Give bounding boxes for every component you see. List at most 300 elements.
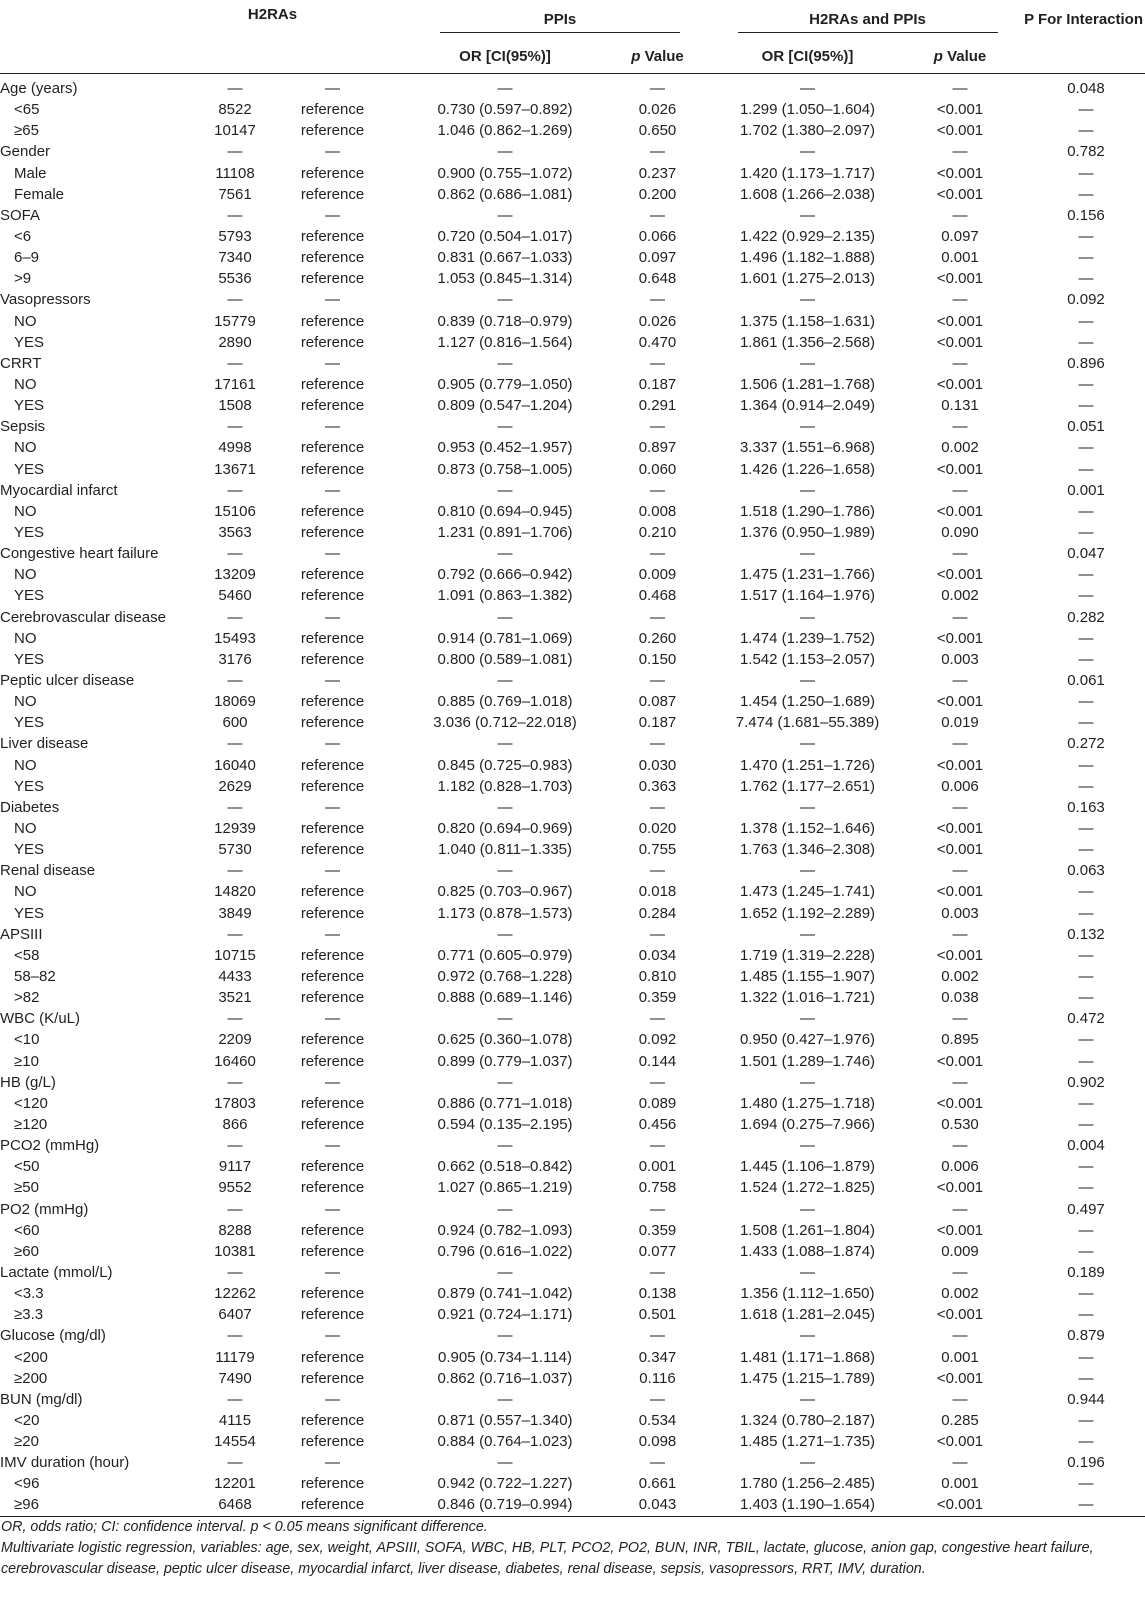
table-row-variable [0, 1135, 1145, 1156]
table-row-subgroup [0, 902, 1145, 923]
both-or-ci: 1.378 (1.152–1.646) [739, 819, 876, 837]
ppis-p-value: — [650, 1137, 665, 1155]
h2ras-reference: reference [300, 1031, 365, 1049]
both-or-ci: 1.524 (1.272–1.825) [739, 1179, 876, 1197]
both-or-ci: 1.376 (0.950–1.989) [739, 524, 876, 542]
h2ras-count: 15493 [214, 629, 256, 647]
both-or-ci: 1.763 (1.346–2.308) [739, 841, 876, 859]
ppis-p-value: 0.138 [638, 1285, 677, 1303]
row-label: 6–9 [14, 249, 40, 267]
both-p-value: 0.003 [941, 904, 979, 922]
both-or-ci: 1.719 (1.319–2.228) [739, 946, 876, 964]
both-p-value: — [952, 354, 968, 372]
ppis-or-ci: — [497, 1073, 513, 1091]
h2ras-reference: reference [300, 1179, 365, 1197]
both-or-ci: 1.420 (1.173–1.717) [739, 164, 876, 182]
both-p-value: <0.001 [936, 1306, 984, 1324]
row-label: <58 [14, 946, 40, 964]
table-row-subgroup [0, 839, 1145, 860]
ppis-or-ci: 0.899 (0.779–1.037) [437, 1052, 573, 1070]
both-or-ci: 1.481 (1.171–1.868) [739, 1348, 876, 1366]
both-p-value: <0.001 [936, 333, 984, 351]
header-h2ras-ppis [710, 0, 1015, 39]
both-p-value: — [952, 608, 968, 626]
row-label: NO [14, 693, 37, 711]
row-label: >9 [14, 270, 32, 288]
both-or-ci: 1.652 (1.192–2.289) [739, 904, 876, 922]
p-interaction: 0.092 [1067, 291, 1105, 309]
table-row-variable [0, 1198, 1145, 1219]
p-interaction: — [1078, 249, 1094, 267]
p-interaction: — [1078, 502, 1094, 520]
h2ras-reference: — [325, 1390, 340, 1408]
ppis-or-ci: 0.720 (0.504–1.017) [437, 228, 573, 246]
ppis-or-ci: 0.839 (0.718–0.979) [437, 312, 573, 330]
table-row-subgroup [0, 120, 1145, 141]
table-row-subgroup [0, 649, 1145, 670]
row-label: <10 [14, 1031, 40, 1049]
p-interaction: 0.282 [1067, 608, 1105, 626]
p-interaction: — [1078, 989, 1094, 1007]
h2ras-reference: reference [300, 1433, 365, 1451]
both-or-ci: 1.454 (1.250–1.689) [739, 693, 876, 711]
table-row-subgroup [0, 818, 1145, 839]
p-interaction: — [1078, 841, 1094, 859]
row-label: YES [14, 460, 45, 478]
ppis-or-ci: 1.046 (0.862–1.269) [437, 122, 573, 140]
h2ras-reference: reference [300, 989, 365, 1007]
both-or-ci: — [800, 925, 815, 943]
p-interaction: 0.472 [1067, 1010, 1105, 1028]
h2ras-reference: — [325, 1137, 340, 1155]
both-or-ci: 1.375 (1.158–1.631) [739, 312, 876, 330]
header-h2ras-ppis-label: H2RAs and PPIs [738, 6, 998, 33]
row-label: <6 [14, 228, 32, 246]
h2ras-count: 17803 [214, 1094, 256, 1112]
both-p-value: 0.001 [941, 1475, 979, 1493]
ppis-or-ci: — [497, 1137, 513, 1155]
table-row-variable [0, 353, 1145, 374]
ppis-p-value: 0.359 [638, 989, 677, 1007]
row-label: Sepsis [0, 418, 46, 436]
ppis-or-ci: 0.888 (0.689–1.146) [437, 989, 573, 1007]
both-p-value: — [952, 1073, 968, 1091]
both-or-ci: — [800, 1327, 815, 1345]
h2ras-reference: — [325, 1454, 340, 1472]
p-interaction: 0.048 [1067, 80, 1105, 98]
h2ras-reference: reference [300, 1115, 365, 1133]
row-label: <200 [14, 1348, 48, 1366]
both-or-ci: 1.508 (1.261–1.804) [739, 1221, 876, 1239]
h2ras-reference: reference [300, 1052, 365, 1070]
h2ras-reference: reference [300, 967, 365, 985]
table-row-subgroup [0, 564, 1145, 585]
both-or-ci: 1.608 (1.266–2.038) [739, 185, 876, 203]
p-interaction: 0.047 [1067, 545, 1105, 563]
ppis-or-ci: — [497, 862, 513, 880]
ppis-or-ci: 0.900 (0.755–1.072) [437, 164, 573, 182]
p-interaction: — [1078, 714, 1094, 732]
h2ras-reference: — [325, 735, 340, 753]
table-row-subgroup [0, 163, 1145, 184]
h2ras-count: 9117 [218, 1158, 252, 1176]
ppis-p-value: 0.060 [638, 460, 677, 478]
ppis-p-value: — [650, 1010, 665, 1028]
h2ras-count: — [227, 1327, 243, 1345]
h2ras-count: — [227, 1390, 243, 1408]
ppis-p-value: — [650, 925, 665, 943]
h2ras-reference: reference [300, 439, 365, 457]
table-row-subgroup [0, 268, 1145, 289]
h2ras-reference: — [325, 481, 340, 499]
both-p-value: — [952, 735, 968, 753]
both-p-value: — [952, 672, 968, 689]
both-or-ci: 1.694 (0.275–7.966) [739, 1115, 876, 1133]
table-row-subgroup [0, 226, 1145, 247]
p-interaction: — [1078, 164, 1094, 182]
ppis-or-ci: 0.771 (0.605–0.979) [437, 946, 573, 964]
row-label: ≥65 [14, 122, 39, 140]
p-interaction: — [1078, 460, 1094, 478]
both-or-ci: — [800, 1073, 815, 1091]
table-row-subgroup [0, 691, 1145, 712]
h2ras-reference: — [325, 206, 340, 224]
h2ras-count: — [227, 545, 243, 563]
table-row-subgroup [0, 755, 1145, 776]
p-interaction: — [1078, 756, 1094, 774]
both-p-value: 0.003 [941, 650, 979, 668]
both-p-value: <0.001 [936, 1179, 984, 1197]
header-p-interaction: P For Interaction [1024, 11, 1143, 28]
both-or-ci: 1.542 (1.153–2.057) [739, 650, 876, 668]
p-interaction: — [1078, 228, 1094, 246]
ppis-or-ci: 0.942 (0.722–1.227) [437, 1475, 573, 1493]
ppis-or-ci: — [497, 1010, 513, 1028]
h2ras-count: 13671 [214, 460, 256, 478]
h2ras-reference: — [325, 1327, 340, 1345]
header-or-ci-both: OR [CI(95%)] [761, 47, 854, 65]
table-row-variable [0, 1452, 1145, 1473]
both-p-value: 0.001 [941, 1348, 979, 1366]
both-or-ci: — [800, 206, 815, 224]
h2ras-count: 4998 [218, 439, 252, 457]
h2ras-count: 6407 [218, 1306, 252, 1324]
both-or-ci: — [800, 798, 815, 816]
row-label: Glucose (mg/dl) [0, 1327, 106, 1345]
row-label: BUN (mg/dl) [0, 1390, 83, 1408]
h2ras-count: 16460 [214, 1052, 256, 1070]
p-interaction: — [1078, 397, 1094, 415]
h2ras-count: 15106 [214, 502, 256, 520]
ppis-or-ci: 0.884 (0.764–1.023) [437, 1433, 573, 1451]
ppis-or-ci: — [497, 925, 513, 943]
both-or-ci: 1.601 (1.275–2.013) [739, 270, 876, 288]
ppis-p-value: 0.030 [638, 756, 677, 774]
header-blank-4 [285, 39, 380, 74]
both-p-value: — [952, 80, 968, 98]
ppis-or-ci: 3.036 (0.712–22.018) [433, 714, 577, 732]
h2ras-reference: reference [300, 1221, 365, 1239]
ppis-p-value: 0.034 [638, 946, 677, 964]
table-row-subgroup [0, 374, 1145, 395]
table-row-variable [0, 607, 1145, 628]
ppis-or-ci: 1.182 (0.828–1.703) [437, 777, 573, 795]
both-or-ci: 7.474 (1.681–55.389) [735, 714, 880, 732]
h2ras-reference: — [325, 1263, 340, 1281]
both-p-value: <0.001 [936, 270, 984, 288]
h2ras-reference: reference [285, 1494, 380, 1516]
p-interaction: — [1015, 1494, 1145, 1516]
table-row-subgroup [0, 1410, 1145, 1431]
ppis-p-value: 0.092 [638, 1031, 677, 1049]
ppis-or-ci: 1.053 (0.845–1.314) [437, 270, 573, 288]
ppis-or-ci: 0.871 (0.557–1.340) [437, 1411, 573, 1429]
both-or-ci: 1.364 (0.914–2.049) [739, 397, 876, 415]
header-value-1: Value [640, 47, 684, 65]
h2ras-count: 14554 [214, 1433, 256, 1451]
ppis-p-value: — [650, 418, 665, 436]
h2ras-count: 11108 [215, 164, 255, 182]
both-or-ci: 1.780 (1.256–2.485) [739, 1475, 876, 1493]
both-or-ci: 1.496 (1.182–1.888) [739, 249, 876, 267]
h2ras-reference: reference [300, 883, 365, 901]
h2ras-count: — [227, 418, 243, 436]
h2ras-count: 2209 [218, 1031, 252, 1049]
both-p-value: 0.002 [941, 587, 979, 605]
row-label: HB (g/L) [0, 1073, 56, 1091]
p-interaction: — [1078, 524, 1094, 542]
table-row-subgroup [0, 1093, 1145, 1114]
ppis-p-value: 0.534 [638, 1411, 677, 1429]
table-row-variable [0, 1072, 1145, 1093]
ppis-p-value: 0.026 [638, 101, 677, 119]
table-row-subgroup [0, 99, 1145, 120]
ppis-or-ci: 0.879 (0.741–1.042) [437, 1285, 573, 1303]
ppis-p-value: 0.650 [638, 122, 677, 140]
both-p-value: 0.002 [941, 1285, 979, 1303]
h2ras-reference: reference [300, 1285, 365, 1303]
table-row-variable [0, 733, 1145, 754]
ppis-p-value: — [650, 545, 665, 563]
h2ras-count: 12262 [214, 1285, 256, 1303]
ppis-or-ci: — [497, 1454, 513, 1472]
h2ras-count: 4115 [218, 1411, 252, 1429]
ppis-p-value: 0.008 [638, 502, 677, 520]
row-label: YES [14, 587, 45, 605]
both-p-value: — [952, 481, 968, 499]
table-row-subgroup [0, 501, 1145, 522]
ppis-or-ci: — [497, 143, 513, 161]
table-row-subgroup [0, 1431, 1145, 1452]
row-label: <60 [14, 1221, 40, 1239]
ppis-p-value: 0.089 [638, 1094, 677, 1112]
table-row-subgroup [0, 585, 1145, 606]
table-row-subgroup [0, 1494, 1145, 1516]
both-or-ci: 1.475 (1.231–1.766) [739, 566, 876, 584]
ppis-or-ci: 0.914 (0.781–1.069) [437, 629, 573, 647]
ppis-or-ci: 0.953 (0.452–1.957) [437, 439, 573, 457]
ppis-or-ci: — [497, 481, 513, 499]
ppis-or-ci: 0.846 (0.719–0.994) [380, 1494, 605, 1516]
h2ras-reference: — [325, 418, 340, 436]
row-label: Gender [0, 143, 51, 161]
ppis-or-ci: — [497, 1200, 513, 1218]
table-row-subgroup [0, 522, 1145, 543]
both-or-ci: 1.403 (1.190–1.654) [710, 1494, 905, 1516]
both-p-value: — [952, 1200, 968, 1218]
p-interaction: — [1078, 1411, 1094, 1429]
both-or-ci: 1.861 (1.356–2.568) [739, 333, 876, 351]
footnote-method: Multivariate logistic regression, variables: age, sex, weight, APSIII, SOFA, WBC, HB, PLT, PCO2, PO2, BUN, INR, TBIL, lactate, glucose, anion gap, congestive heart failure, cerebrovascular disease, peptic ulcer disease, myocardial infarct, liver disease, diabetes, renal disease, sepsis, vasopressors, RRT, IMV, duration. [1, 1539, 1094, 1577]
header-p-value-both [905, 39, 1015, 74]
ppis-p-value: 0.001 [638, 1158, 677, 1176]
h2ras-count: — [227, 354, 243, 372]
h2ras-reference: reference [300, 164, 365, 182]
header-p-italic-2: p [933, 47, 943, 65]
table-row-subgroup [0, 1473, 1145, 1494]
h2ras-count: 8288 [218, 1221, 252, 1239]
ppis-p-value: — [650, 1454, 665, 1472]
table-row-subgroup [0, 311, 1145, 332]
both-p-value: 0.090 [941, 524, 979, 542]
table-row-variable [0, 74, 1145, 100]
both-p-value: 0.006 [941, 1158, 979, 1176]
h2ras-count: — [227, 80, 243, 98]
ppis-p-value: — [650, 1073, 665, 1091]
table-row-subgroup [0, 395, 1145, 416]
ppis-or-ci: — [497, 206, 513, 224]
h2ras-reference: reference [300, 946, 365, 964]
row-label: Male [14, 164, 47, 182]
h2ras-count: — [227, 798, 243, 816]
row-label: YES [14, 397, 45, 415]
h2ras-count: 600 [222, 714, 248, 732]
ppis-p-value: 0.363 [638, 777, 677, 795]
row-label: ≥50 [14, 1179, 39, 1197]
h2ras-reference: reference [300, 629, 365, 647]
row-label: YES [14, 650, 45, 668]
table-row-variable [0, 141, 1145, 162]
row-label: ≥10 [14, 1052, 39, 1070]
ppis-p-value: 0.347 [638, 1348, 677, 1366]
h2ras-reference: reference [300, 524, 365, 542]
row-label: ≥200 [14, 1369, 48, 1387]
ppis-or-ci: 0.886 (0.771–1.018) [437, 1094, 573, 1112]
h2ras-reference: reference [300, 376, 365, 394]
row-label: <65 [14, 101, 40, 119]
both-or-ci: — [800, 1454, 815, 1472]
both-p-value: — [952, 1137, 968, 1155]
h2ras-count: 1508 [218, 397, 252, 415]
ppis-or-ci: 0.905 (0.734–1.114) [438, 1348, 572, 1366]
both-or-ci: — [800, 1390, 815, 1408]
both-or-ci: — [800, 735, 815, 753]
both-or-ci: — [800, 672, 815, 689]
footnote-abbreviations: OR, odds ratio; CI: confidence interval. p < 0.05 means significant difference. [1, 1518, 488, 1535]
h2ras-reference: — [325, 862, 340, 880]
both-or-ci: — [800, 143, 815, 161]
h2ras-count: 12201 [214, 1475, 256, 1493]
row-label: PO2 (mmHg) [0, 1200, 89, 1218]
row-label: YES [14, 524, 45, 542]
header-blank-2 [0, 39, 185, 74]
both-p-value: <0.001 [936, 841, 984, 859]
p-interaction: — [1078, 1242, 1094, 1260]
p-interaction: — [1078, 312, 1094, 330]
table-row-subgroup [0, 1050, 1145, 1071]
h2ras-count: 10381 [214, 1242, 256, 1260]
ppis-p-value: 0.077 [638, 1242, 677, 1260]
h2ras-count: 16040 [214, 756, 256, 774]
h2ras-count: — [227, 206, 243, 224]
table-row-subgroup [0, 987, 1145, 1008]
h2ras-count: 15779 [214, 312, 256, 330]
both-or-ci: — [800, 291, 815, 309]
row-label: <3.3 [14, 1285, 44, 1303]
ppis-or-ci: 0.921 (0.724–1.171) [437, 1306, 573, 1324]
h2ras-count: 7490 [218, 1369, 252, 1387]
h2ras-count: 7340 [218, 249, 252, 267]
ppis-p-value: 0.150 [638, 650, 677, 668]
p-interaction: 0.132 [1067, 925, 1105, 943]
table-row-subgroup [0, 1346, 1145, 1367]
p-interaction: — [1078, 587, 1094, 605]
both-p-value: 0.131 [941, 397, 979, 415]
both-p-value: — [952, 545, 968, 563]
both-or-ci: — [800, 1137, 815, 1155]
table-body [0, 74, 1145, 1517]
both-p-value: — [952, 291, 968, 309]
ppis-p-value: — [650, 354, 665, 372]
row-label: <96 [14, 1475, 40, 1493]
ppis-p-value: 0.470 [638, 333, 677, 351]
ppis-or-ci: 0.800 (0.589–1.081) [437, 650, 573, 668]
h2ras-reference: reference [300, 312, 365, 330]
ppis-or-ci: 0.905 (0.779–1.050) [437, 376, 573, 394]
h2ras-count: 10715 [214, 946, 256, 964]
p-interaction: — [1078, 270, 1094, 288]
ppis-or-ci: 1.127 (0.816–1.564) [437, 333, 573, 351]
table-row-subgroup [0, 1177, 1145, 1198]
both-or-ci: 1.445 (1.106–1.879) [739, 1158, 876, 1176]
h2ras-count: 8522 [218, 101, 252, 119]
p-interaction: 0.163 [1067, 798, 1105, 816]
table-row-subgroup [0, 628, 1145, 649]
row-label: NO [14, 629, 37, 647]
p-interaction: 0.782 [1067, 143, 1105, 161]
row-label: Liver disease [0, 735, 89, 753]
h2ras-reference: — [325, 291, 340, 309]
both-or-ci: 1.475 (1.215–1.789) [739, 1369, 876, 1387]
ppis-or-ci: 1.027 (0.865–1.219) [437, 1179, 573, 1197]
table-row-variable [0, 1389, 1145, 1410]
row-label: NO [14, 312, 37, 330]
ppis-or-ci: 0.885 (0.769–1.018) [437, 693, 573, 711]
ppis-p-value: 0.087 [638, 693, 677, 711]
row-label: Vasopressors [0, 291, 91, 309]
h2ras-reference: reference [300, 1094, 365, 1112]
p-interaction: 0.189 [1067, 1263, 1105, 1281]
both-or-ci: 1.324 (0.780–2.187) [739, 1411, 876, 1429]
h2ras-reference: — [325, 798, 340, 816]
h2ras-reference: reference [300, 841, 365, 859]
h2ras-reference: reference [300, 587, 365, 605]
row-label: NO [14, 439, 37, 457]
h2ras-count: 2629 [218, 777, 252, 795]
ppis-or-ci: — [497, 608, 513, 626]
p-interaction: — [1078, 1052, 1094, 1070]
p-interaction: 0.061 [1067, 672, 1105, 689]
